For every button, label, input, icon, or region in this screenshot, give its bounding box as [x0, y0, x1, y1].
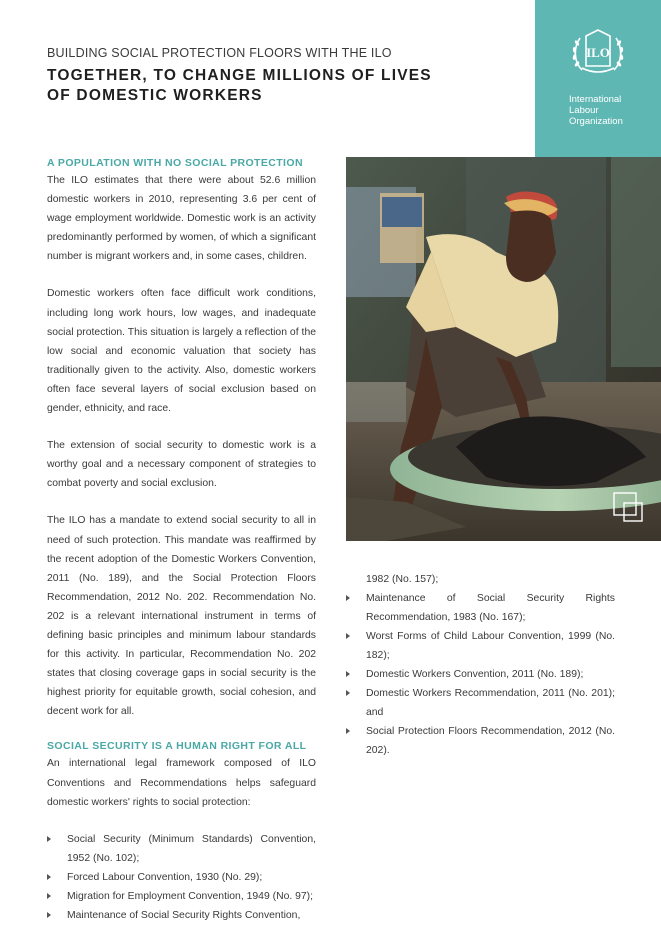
- org-line-1: International: [569, 94, 622, 105]
- section-heading-human-right: SOCIAL SECURITY IS A HUMAN RIGHT FOR ALL: [47, 740, 307, 753]
- list-item: Domestic Workers Recommendation, 2011 (No. 201); and: [346, 684, 615, 722]
- bullet-icon: [346, 633, 350, 639]
- bullet-icon: [346, 728, 350, 734]
- instruments-list-left: [47, 830, 316, 925]
- org-line-3: Organization: [569, 116, 623, 127]
- paragraph-2: Domestic workers often face difficult work conditions, including long work hours, low wages, and inadequate social protection. This situation is largely a reflection of the low social and economic valuation that society has traditionally given to the activity. Also, domestic workers often face several layers of social exclusion based on gender, ethnicity, and race.: [47, 288, 316, 415]
- right-column: [346, 570, 615, 760]
- bullet-icon: [47, 912, 51, 918]
- organization-name: [569, 94, 623, 127]
- title-line-2: OF DOMESTIC WORKERS: [47, 87, 263, 104]
- section-heading-no-protection: A POPULATION WITH NO SOCIAL PROTECTION: [47, 157, 303, 169]
- list-item: Maintenance of Social Security Rights Convention,: [47, 906, 316, 925]
- framework-intro: An international legal framework composed of ILO Conventions and Recommendations helps safeguard domestic workers' rights to social protection:: [47, 758, 316, 808]
- list-item: Migration for Employment Convention, 1949 (No. 97);: [47, 887, 316, 906]
- title-line-1: TOGETHER, TO CHANGE MILLIONS OF LIVES: [47, 67, 432, 84]
- domestic-worker-photo: [346, 157, 661, 541]
- list-item: Social Protection Floors Recommendation, 2012 (No. 202).: [346, 722, 615, 760]
- bullet-icon: [47, 893, 51, 899]
- bullet-icon: [346, 595, 350, 601]
- bullet-icon: [47, 874, 51, 880]
- list-item: Worst Forms of Child Labour Convention, 1999 (No. 182);: [346, 627, 615, 665]
- ilo-logo-icon: [568, 24, 628, 84]
- page-title: [47, 66, 487, 106]
- list-item: Forced Labour Convention, 1930 (No. 29);: [47, 868, 316, 887]
- bullet-icon: [47, 836, 51, 842]
- list-item: Maintenance of Social Security Rights Recommendation, 1983 (No. 167);: [346, 589, 615, 627]
- org-line-2: Labour: [569, 105, 599, 116]
- instruments-list-right: [346, 570, 615, 760]
- header-kicker: BUILDING SOCIAL PROTECTION FLOORS WITH THE ILO: [47, 46, 392, 60]
- list-item: Domestic Workers Convention, 2011 (No. 189);: [346, 665, 615, 684]
- paragraph-1: The ILO estimates that there were about 52.6 million domestic workers in 2010, representing 3.6 per cent of wage employment worldwide. Domestic work is an activity predominantly performed by women, of which a significant number is migrant workers and, in some cases, children.: [47, 175, 316, 263]
- paragraph-3: The extension of social security to domestic work is a worthy goal and a necessary component of strategies to combat poverty and social exclusion.: [47, 440, 316, 490]
- bullet-icon: [346, 671, 350, 677]
- left-column: [47, 156, 316, 925]
- bullet-icon: [346, 690, 350, 696]
- list-item: Social Security (Minimum Standards) Convention, 1952 (No. 102);: [47, 830, 316, 868]
- svg-text:ILO: ILO: [586, 45, 610, 60]
- list-item-continuation: 1982 (No. 157);: [366, 574, 439, 585]
- ilo-brand-block: [535, 0, 661, 157]
- paragraph-4: The ILO has a mandate to extend social security to all in need of such protection. This mandate was reaffirmed by the recent adoption of the Domestic Workers Convention, 2011 (No. 189), and the Social Protection Floors Recommendation, 2012 No. 202. Recommendation No. 202 is a relevant international instrument in terms of defining basic principles and minimum labour standards for this activity. In particular, Recommendation No. 202 states that closing coverage gaps in social security is the highest priority for equitable growth, social cohesion, and decent work for all.: [47, 515, 316, 718]
